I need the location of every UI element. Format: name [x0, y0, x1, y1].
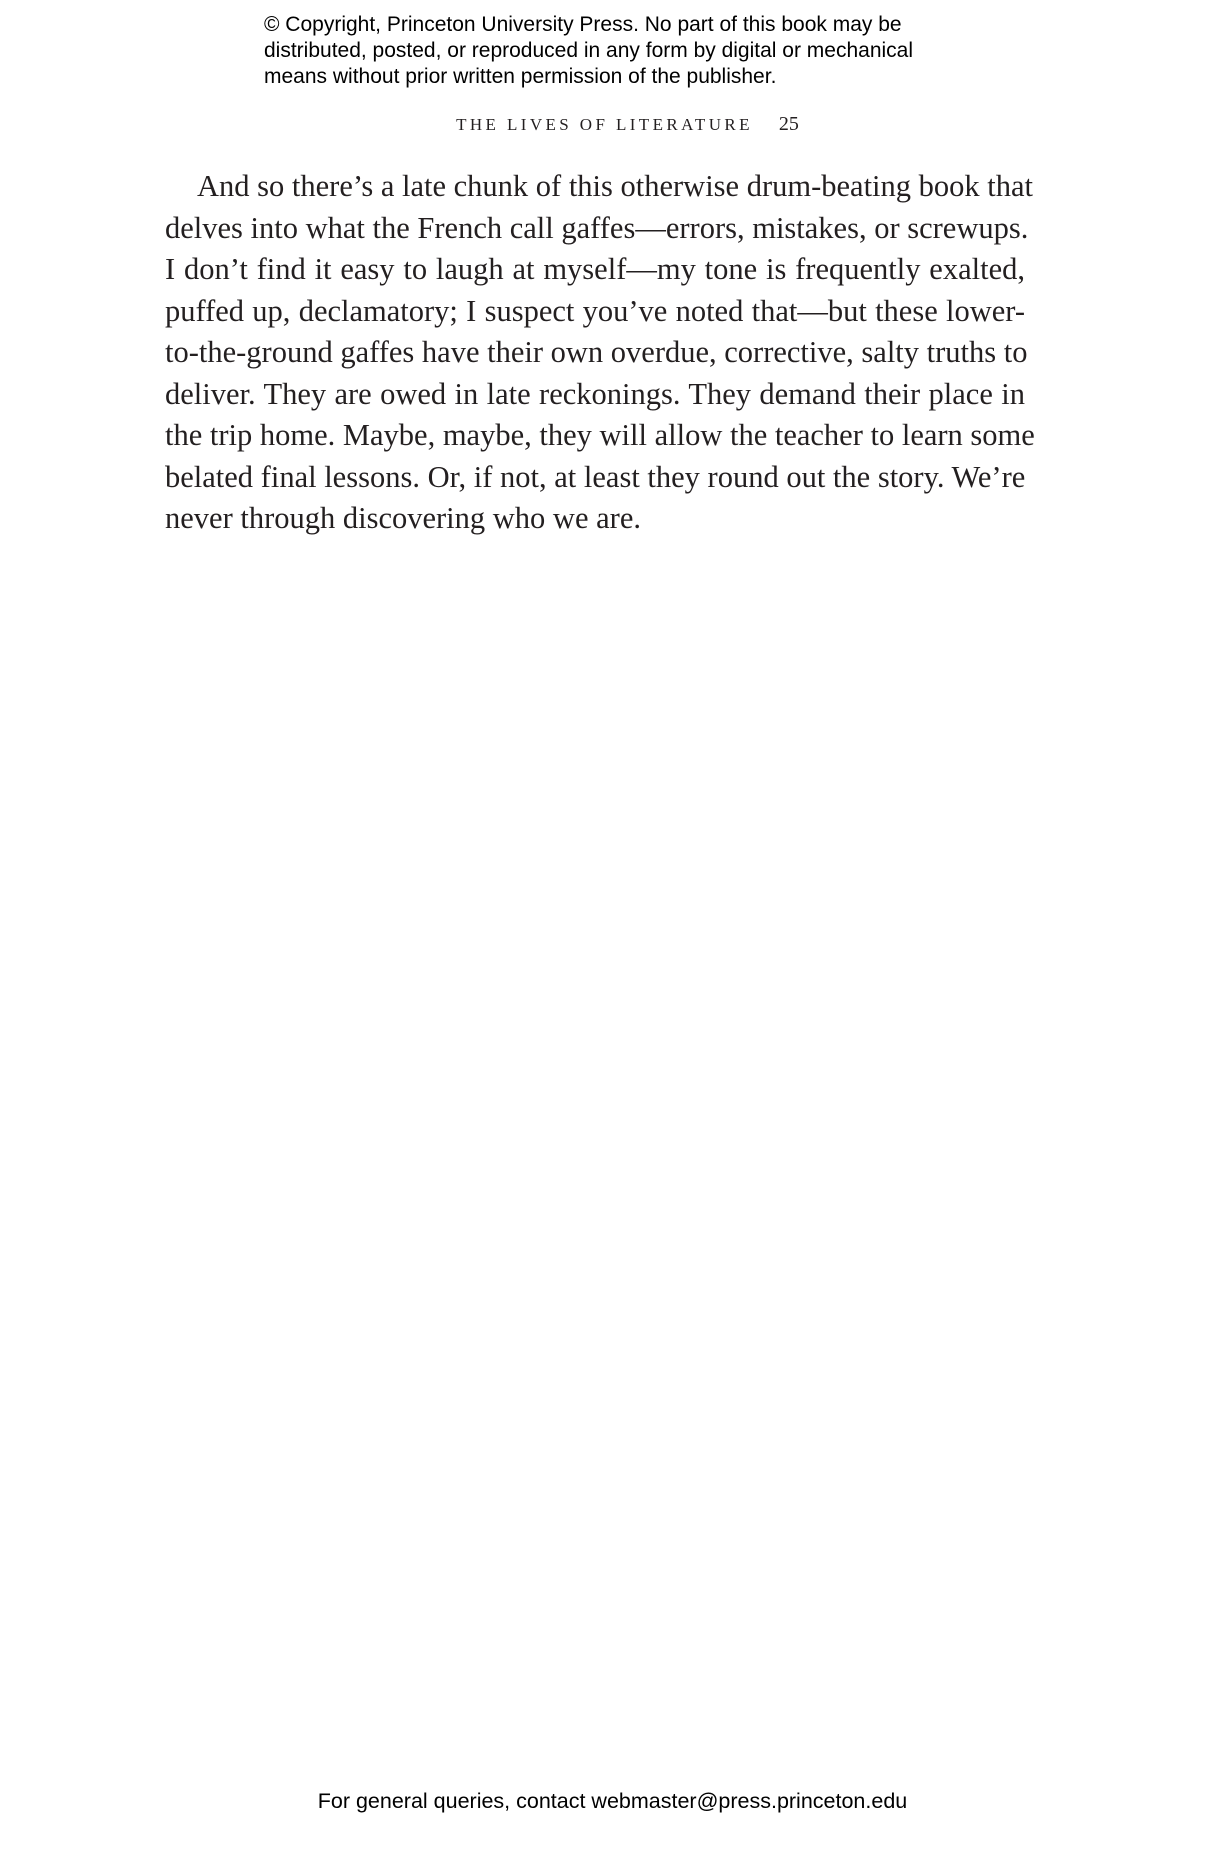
paragraph-line: belated final lessons. Or, if not, at least they round out the story. We’re: [165, 459, 1026, 494]
running-head-title: THE LIVES OF LITERATURE: [456, 115, 753, 134]
paragraph-line: the trip home. Maybe, maybe, they will allow the teacher to learn some: [165, 418, 1035, 452]
paragraph-line: delves into what the French call gaffes—errors, mistakes, or screwups.: [165, 210, 1029, 245]
copyright-line: © Copyright, Princeton University Press. No part of this book may be: [264, 13, 902, 36]
paragraph-line: I don’t find it easy to laugh at myself—my tone is frequently exalted,: [165, 252, 1025, 286]
paragraph-line: to-the-ground gaffes have their own overdue, corrective, salty truths to: [165, 335, 1028, 369]
page-number: 25: [778, 113, 799, 135]
copyright-line: distributed, posted, or reproduced in any form by digital or mechanical: [264, 39, 914, 62]
copyright-notice: [264, 12, 984, 90]
paragraph-line: puffed up, declamatory; I suspect you’ve noted that—but these lower-: [165, 293, 1025, 328]
body-paragraph: [165, 166, 1035, 540]
paragraph-line: never through discovering who we are.: [165, 501, 641, 535]
paragraph-line: deliver. They are owed in late reckonings. They demand their place in: [165, 376, 1025, 411]
running-head: [0, 113, 1225, 136]
footer-contact: For general queries, contact webmaster@press.princeton.edu: [317, 1789, 908, 1813]
copyright-line: means without prior written permission of the publisher.: [264, 65, 777, 88]
paragraph-line: And so there’s a late chunk of this otherwise drum-beating book that: [197, 169, 1034, 203]
